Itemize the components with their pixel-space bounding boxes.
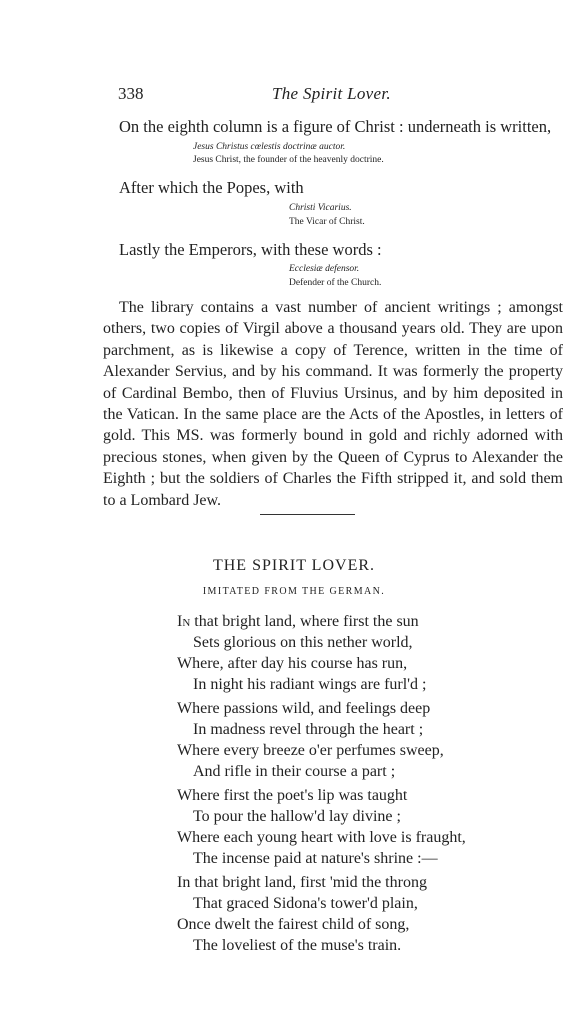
verse-line-9: Where first the poet's lip was taught: [177, 787, 408, 804]
verse-line-11: Where each young heart with love is fraught,: [177, 829, 466, 846]
intro-eighth-column: On the eighth column is a figure of Christ : underneath is written,: [119, 117, 552, 136]
verse-line-8: And rifle in their course a part ;: [193, 763, 396, 780]
intro-emperors: Lastly the Emperors, with these words :: [119, 240, 382, 259]
english-translation-1: Jesus Christ, the founder of the heavenly doctrine.: [193, 155, 384, 165]
poem-subtitle: IMITATED FROM THE GERMAN.: [202, 586, 386, 597]
latin-inscription-1: Jesus Christus cœlestis doctrinæ auctor.: [193, 142, 346, 152]
verse-line-15: Once dwelt the fairest child of song,: [177, 916, 410, 933]
page-number: 338: [118, 84, 144, 103]
library-text: The library contains a vast number of ancient writings ; amongst others, two copies of Virgil above a thousand years old. They are upon parchment, as is likewise a copy of Terence, written in the time of Alexander Servius, and by his command. It was formerly the property of Cardinal Bembo, then of Fluvius Ursinus, and by him deposited in the Vatican. In the same place are the Acts of the Apostles, in letters of gold. This MS. was formerly bound in gold and richly adorned with precious stones, when given by the Queen of Cyprus to Alexander the Eighth ; but the soldiers of Charles the Fifth stripped it, and sold them to a Lombard Jew.: [103, 299, 563, 509]
intro-popes: After which the Popes, with: [119, 178, 304, 197]
verse-line-1: [177, 613, 419, 631]
verse-line-3: Where, after day his course has run,: [177, 655, 408, 672]
verse-line-6: In madness revel through the heart ;: [193, 721, 424, 738]
verse-line-7: Where every breeze o'er perfumes sweep,: [177, 742, 444, 759]
verse-line-13: In that bright land, first 'mid the throng: [177, 874, 427, 891]
section-divider: [260, 514, 355, 515]
library-paragraph: [103, 297, 563, 511]
verse-initial-word: In: [177, 613, 191, 630]
latin-inscription-3: Ecclesiæ defensor.: [289, 264, 360, 274]
verse-line-2: Sets glorious on this nether world,: [193, 634, 413, 651]
verse-line-4: In night his radiant wings are furl'd ;: [193, 676, 427, 693]
poem-title: THE SPIRIT LOVER.: [212, 557, 376, 574]
running-title: The Spirit Lover.: [272, 84, 391, 103]
verse-line-16: The loveliest of the muse's train.: [193, 937, 402, 954]
english-translation-3: Defender of the Church.: [289, 278, 382, 288]
running-header: [118, 84, 456, 108]
verse-line-14: That graced Sidona's tower'd plain,: [193, 895, 418, 912]
english-translation-2: The Vicar of Christ.: [289, 217, 365, 227]
latin-inscription-2: Christi Vicarius.: [289, 203, 352, 213]
verse-line-1-text: that bright land, where first the sun: [190, 613, 419, 630]
verse-line-5: Where passions wild, and feelings deep: [177, 700, 431, 717]
verse-line-10: To pour the hallow'd lay divine ;: [193, 808, 401, 825]
verse-line-12: The incense paid at nature's shrine :—: [193, 850, 438, 867]
